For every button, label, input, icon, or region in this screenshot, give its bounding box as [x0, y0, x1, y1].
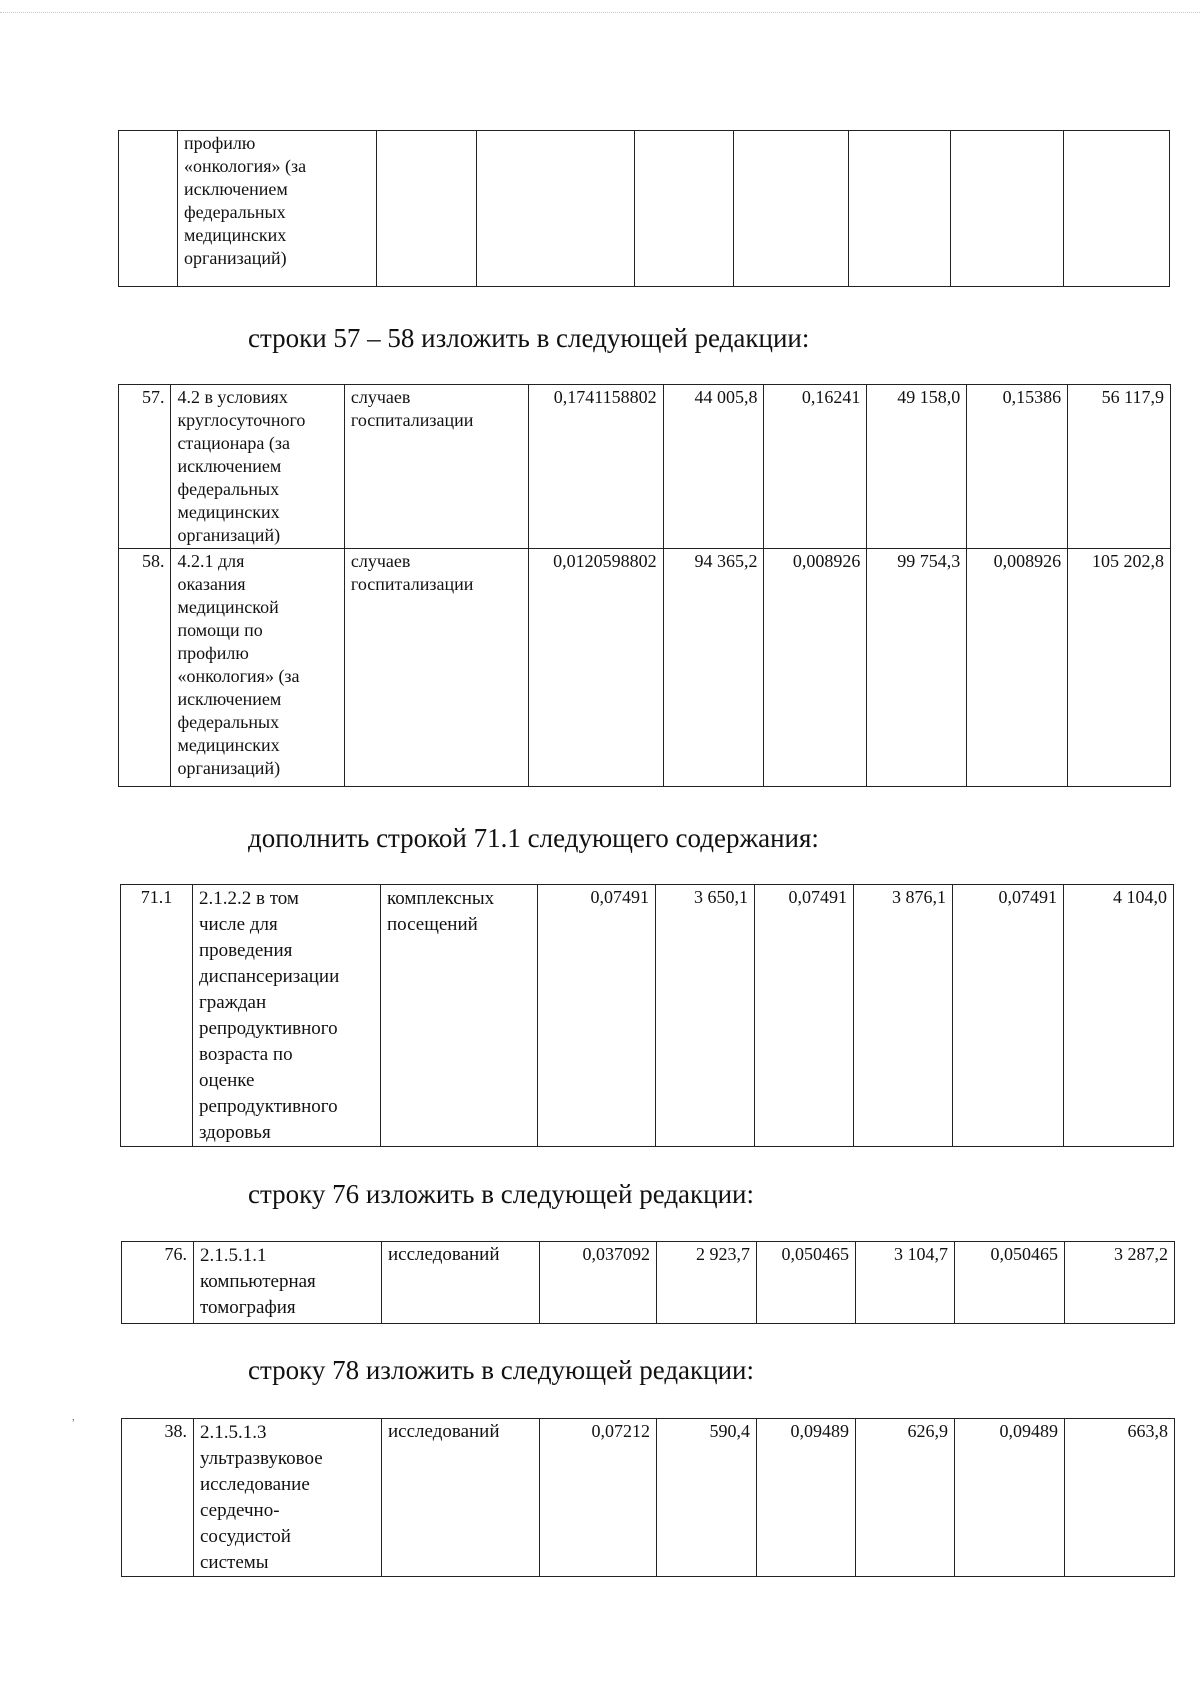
value-cell — [1064, 131, 1170, 287]
table-rows-57-58 — [118, 384, 1171, 787]
table-row-71-1 — [120, 884, 1174, 1147]
unit-cell: исследований — [382, 1242, 540, 1324]
table-row — [119, 131, 1170, 287]
indicator-cell: 2.1.5.1.1 компьютерная томография — [194, 1242, 382, 1324]
value-cell: 0,07212 — [540, 1419, 657, 1577]
value-cell — [477, 131, 635, 287]
heading-rows-57-58: строки 57 – 58 изложить в следующей редакции: — [248, 323, 810, 353]
value-cell: 0,1741158802 — [529, 385, 663, 549]
indicator-cell: 4.2.1 для оказания медицинской помощи по профилю «онкология» (за исключением федеральных медицинских организаций) — [171, 549, 344, 787]
value-cell: 0,008926 — [764, 549, 867, 787]
value-cell: 0,07491 — [538, 885, 656, 1147]
value-cell: 2 923,7 — [657, 1242, 757, 1324]
value-cell: 0,07491 — [953, 885, 1064, 1147]
heading-row-71-1: дополнить строкой 71.1 следующего содержания: — [248, 823, 819, 853]
row-number-cell: 71.1 — [121, 885, 193, 1147]
indicator-cell: 4.2 в условиях круглосуточного стационара (за исключением федеральных медицинских организаций) — [171, 385, 344, 549]
unit-cell: случаев госпитализации — [344, 549, 529, 787]
table-row — [119, 549, 1171, 787]
table-row-78 — [121, 1418, 1175, 1577]
value-cell: 0,050465 — [955, 1242, 1065, 1324]
heading-row-78: строку 78 изложить в следующей редакции: — [248, 1355, 755, 1385]
value-cell: 0,008926 — [967, 549, 1068, 787]
value-cell: 0,0120598802 — [529, 549, 663, 787]
value-cell: 0,09489 — [955, 1419, 1065, 1577]
value-cell: 3 287,2 — [1065, 1242, 1175, 1324]
row-number-cell: 58. — [119, 549, 171, 787]
indicator-cell: 2.1.2.2 в том числе для проведения диспансеризации граждан репродуктивного возраста по оценке репродуктивного здоровья — [193, 885, 381, 1147]
value-cell: 3 104,7 — [856, 1242, 955, 1324]
unit-cell: случаев госпитализации — [344, 385, 529, 549]
value-cell — [951, 131, 1064, 287]
value-cell: 0,09489 — [757, 1419, 856, 1577]
value-cell — [849, 131, 951, 287]
table-row — [119, 385, 1171, 549]
value-cell: 94 365,2 — [663, 549, 764, 787]
table-row — [122, 1419, 1175, 1577]
value-cell: 626,9 — [856, 1419, 955, 1577]
value-cell: 0,16241 — [764, 385, 867, 549]
value-cell: 590,4 — [657, 1419, 757, 1577]
value-cell: 99 754,3 — [867, 549, 967, 787]
row-number-cell: 76. — [122, 1242, 194, 1324]
scan-top-edge-line — [0, 12, 1200, 13]
value-cell: 56 117,9 — [1068, 385, 1171, 549]
value-cell: 3 650,1 — [656, 885, 755, 1147]
value-cell: 0,15386 — [967, 385, 1068, 549]
value-cell: 3 876,1 — [854, 885, 953, 1147]
table-row — [121, 885, 1174, 1147]
value-cell: 0,037092 — [540, 1242, 657, 1324]
value-cell: 44 005,8 — [663, 385, 764, 549]
row-number-cell: 38. — [122, 1419, 194, 1577]
heading-row-76: строку 76 изложить в следующей редакции: — [248, 1179, 755, 1209]
value-cell: 663,8 — [1065, 1419, 1175, 1577]
table-continuation — [118, 130, 1170, 287]
unit-cell: исследований — [382, 1419, 540, 1577]
scan-speck: , — [72, 1412, 75, 1423]
value-cell — [635, 131, 734, 287]
value-cell: 105 202,8 — [1068, 549, 1171, 787]
value-cell: 0,07491 — [755, 885, 854, 1147]
indicator-cell: профилю «онкология» (за исключением федеральных медицинских организаций) — [178, 131, 377, 287]
value-cell: 0,050465 — [757, 1242, 856, 1324]
unit-cell: комплексных посещений — [381, 885, 538, 1147]
value-cell: 4 104,0 — [1064, 885, 1174, 1147]
value-cell — [734, 131, 849, 287]
indicator-cell: 2.1.5.1.3 ультразвуковое исследование сердечно- сосудистой системы — [194, 1419, 382, 1577]
value-cell: 49 158,0 — [867, 385, 967, 549]
table-row-76 — [121, 1241, 1175, 1324]
row-number-cell — [119, 131, 178, 287]
table-row — [122, 1242, 1175, 1324]
unit-cell — [377, 131, 477, 287]
row-number-cell: 57. — [119, 385, 171, 549]
